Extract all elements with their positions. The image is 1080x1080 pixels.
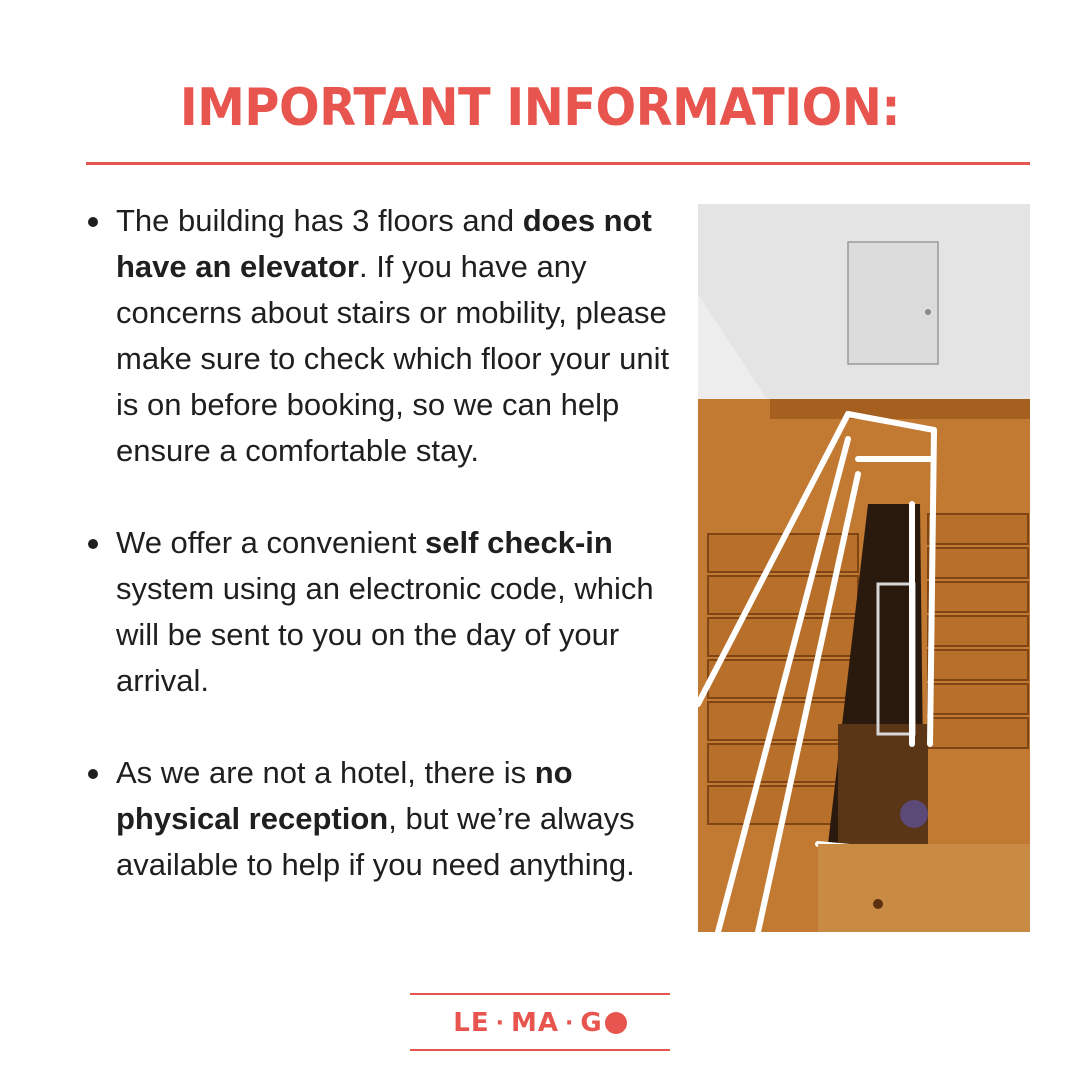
logo-dot-icon xyxy=(605,1012,627,1034)
logo-separator: · xyxy=(564,1010,575,1036)
bullet-text-bold: does not have an elevator xyxy=(116,203,652,284)
bullet-text-after: , but we’re always available to help if you need anything. xyxy=(116,801,635,882)
page-title: IMPORTANT INFORMATION: xyxy=(179,78,901,138)
lemago-logo xyxy=(410,1000,670,1046)
title-divider xyxy=(86,162,1030,165)
list-item-elevator xyxy=(78,198,678,474)
bullet-dot-icon xyxy=(88,769,98,779)
logo-part-ma: MA xyxy=(510,1008,559,1038)
bullet-text-after: system using an electronic code, which will be sent to you on the day of your arrival. xyxy=(116,571,654,698)
logo-separator: · xyxy=(495,1010,505,1036)
bullet-dot-icon xyxy=(88,217,98,227)
bullet-text-bold: no physical reception xyxy=(116,755,573,836)
logo-part-le: LE xyxy=(453,1008,490,1038)
bullet-text-before: We offer a convenient xyxy=(116,525,426,560)
bullet-text-before: As we are not a hotel, there is xyxy=(116,755,535,790)
logo-part-g: G xyxy=(580,1008,603,1038)
logo-top-rule xyxy=(410,993,670,995)
logo-bottom-rule xyxy=(410,1049,670,1051)
bullet-text-after: . If you have any concerns about stairs or mobility, please make sure to check which floor your unit is on before booking, so we can help ensure a comfortable stay. xyxy=(116,249,670,468)
list-item-reception xyxy=(78,750,678,888)
bullet-dot-icon xyxy=(88,539,98,549)
stairwell-photo xyxy=(698,204,1030,932)
bullet-text-bold: self check-in xyxy=(425,525,613,560)
info-list xyxy=(78,198,678,934)
bullet-text-before: The building has 3 floors and xyxy=(116,203,523,238)
list-item-check-in xyxy=(78,520,678,704)
stairwell-illustration xyxy=(698,204,1030,932)
